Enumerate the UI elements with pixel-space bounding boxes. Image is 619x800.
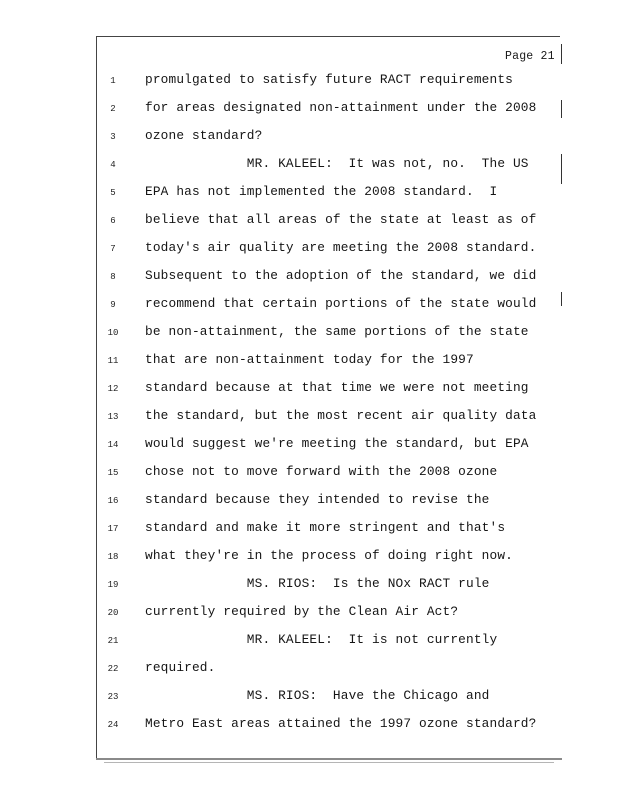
line-text: recommend that certain portions of the state would: [145, 296, 537, 311]
line-text: standard and make it more stringent and that's: [145, 520, 506, 535]
line-number: 20: [107, 608, 119, 618]
line-number: 19: [107, 580, 119, 590]
line-number: 7: [110, 244, 116, 254]
transcript-line: [0, 128, 619, 148]
line-text: what they're in the process of doing right now.: [145, 548, 513, 563]
line-number: 3: [110, 132, 116, 142]
transcript-line: [0, 464, 619, 484]
line-text: be non-attainment, the same portions of the state: [145, 324, 529, 339]
line-text: standard because they intended to revise the: [145, 492, 490, 507]
transcript-line: [0, 436, 619, 456]
line-number: 8: [110, 272, 116, 282]
line-text: MS. RIOS: Is the NOx RACT rule: [145, 576, 490, 591]
line-text: ozone standard?: [145, 128, 263, 143]
transcript-line: [0, 604, 619, 624]
line-number: 15: [107, 468, 119, 478]
transcript-line: [0, 296, 619, 316]
line-text: currently required by the Clean Air Act?: [145, 604, 459, 619]
line-number: 23: [107, 692, 119, 702]
transcript-line: [0, 716, 619, 736]
line-text: standard because at that time we were not meeting: [145, 380, 529, 395]
line-number: 14: [107, 440, 119, 450]
line-number: 4: [110, 160, 116, 170]
line-number: 21: [107, 636, 119, 646]
page-number: Page 21: [505, 50, 555, 63]
line-text: would suggest we're meeting the standard, but EPA: [145, 436, 529, 451]
line-number: 5: [110, 188, 116, 198]
line-number: 11: [107, 356, 119, 366]
line-text: required.: [145, 660, 216, 675]
line-number: 12: [107, 384, 119, 394]
transcript-line: [0, 632, 619, 652]
transcript-line: [0, 380, 619, 400]
line-text: promulgated to satisfy future RACT requirements: [145, 72, 513, 87]
transcript-line: [0, 240, 619, 260]
line-number: 22: [107, 664, 119, 674]
line-number: 24: [107, 720, 119, 730]
transcript-line: [0, 352, 619, 372]
transcript-line: [0, 100, 619, 120]
line-text: chose not to move forward with the 2008 ozone: [145, 464, 498, 479]
page-bottom-edge: [96, 758, 562, 760]
line-number: 16: [107, 496, 119, 506]
transcript-line: [0, 156, 619, 176]
line-number: 1: [110, 76, 116, 86]
line-number: 18: [107, 552, 119, 562]
transcript-line: [0, 184, 619, 204]
right-margin-mark: [561, 44, 562, 64]
line-number: 13: [107, 412, 119, 422]
transcript-line: [0, 268, 619, 288]
transcript-line: [0, 660, 619, 680]
line-number: 2: [110, 104, 116, 114]
line-text: MR. KALEEL: It is not currently: [145, 632, 498, 647]
transcript-line: [0, 548, 619, 568]
line-text: for areas designated non-attainment under the 2008: [145, 100, 537, 115]
line-text: Metro East areas attained the 1997 ozone standard?: [145, 716, 537, 731]
line-number: 6: [110, 216, 116, 226]
line-number: 17: [107, 524, 119, 534]
line-text: today's air quality are meeting the 2008 standard.: [145, 240, 537, 255]
line-text: MS. RIOS: Have the Chicago and: [145, 688, 490, 703]
line-text: EPA has not implemented the 2008 standard. I: [145, 184, 498, 199]
page-bottom-shadow: [104, 762, 554, 763]
transcript-line: [0, 520, 619, 540]
line-text: the standard, but the most recent air quality data: [145, 408, 537, 423]
transcript-line: [0, 408, 619, 428]
line-text: MR. KALEEL: It was not, no. The US: [145, 156, 529, 171]
line-text: that are non-attainment today for the 1997: [145, 352, 474, 367]
transcript-line: [0, 72, 619, 92]
transcript-line: [0, 492, 619, 512]
line-number: 10: [107, 328, 119, 338]
line-text: believe that all areas of the state at least as of: [145, 212, 537, 227]
transcript-line: [0, 576, 619, 596]
line-number: 9: [110, 300, 116, 310]
line-text: Subsequent to the adoption of the standard, we did: [145, 268, 537, 283]
transcript-line: [0, 324, 619, 344]
transcript-line: [0, 212, 619, 232]
transcript-line: [0, 688, 619, 708]
